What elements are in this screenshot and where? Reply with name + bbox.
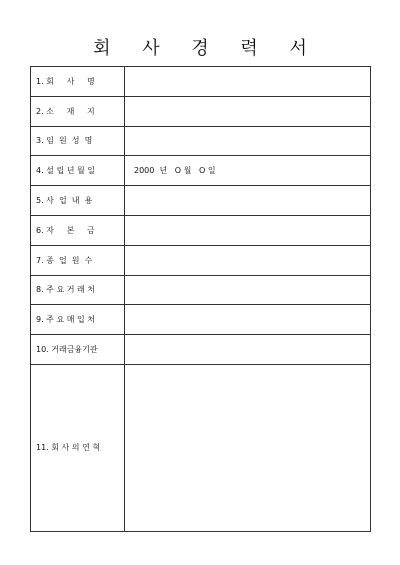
field-label-executive-names: 3. 임 원 성 명 <box>31 126 125 156</box>
field-label-main-clients: 8. 주 요 거 래 처 <box>31 275 125 305</box>
field-value-company-name[interactable] <box>125 67 371 97</box>
field-label-founding-date: 4. 설 립 년 월 일 <box>31 156 125 186</box>
field-value-financial-institution[interactable] <box>125 335 371 365</box>
form-row-financial-institution <box>31 335 371 365</box>
field-label-company-history: 11. 회 사 의 연 혁 <box>31 364 125 531</box>
form-row-company-name <box>31 67 371 97</box>
field-value-company-history[interactable] <box>125 364 371 531</box>
field-value-location[interactable] <box>125 96 371 126</box>
field-value-capital[interactable] <box>125 215 371 245</box>
field-value-founding-date[interactable]: 2000 년 O 월 O 일 <box>125 156 371 186</box>
company-history-form <box>30 66 371 532</box>
field-label-location: 2. 소 재 지 <box>31 96 125 126</box>
field-value-executive-names[interactable] <box>125 126 371 156</box>
field-value-employee-count[interactable] <box>125 245 371 275</box>
form-row-location <box>31 96 371 126</box>
field-label-business-content: 5. 사 업 내 용 <box>31 186 125 216</box>
form-row-founding-date <box>31 156 371 186</box>
form-row-executive-names <box>31 126 371 156</box>
form-row-employee-count <box>31 245 371 275</box>
field-value-main-suppliers[interactable] <box>125 305 371 335</box>
field-label-company-name: 1. 회 사 명 <box>31 67 125 97</box>
form-row-business-content <box>31 186 371 216</box>
field-value-business-content[interactable] <box>125 186 371 216</box>
document-title: 회 사 경 력 서 <box>93 38 320 59</box>
form-row-main-clients <box>31 275 371 305</box>
field-label-main-suppliers: 9. 주 요 매 입 처 <box>31 305 125 335</box>
field-label-employee-count: 7. 종 업 원 수 <box>31 245 125 275</box>
field-value-main-clients[interactable] <box>125 275 371 305</box>
field-label-financial-institution: 10. 거래금융기관 <box>31 335 125 365</box>
field-label-capital: 6. 자 본 금 <box>31 215 125 245</box>
form-row-main-suppliers <box>31 305 371 335</box>
form-row-capital <box>31 215 371 245</box>
form-row-company-history <box>31 364 371 531</box>
